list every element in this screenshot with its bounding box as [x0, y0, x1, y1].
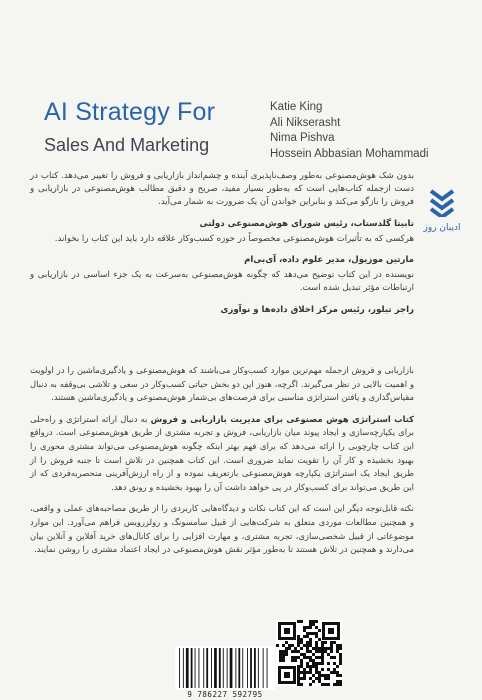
publisher-name: ادیبان روز	[423, 223, 461, 233]
author-list	[270, 100, 429, 162]
review-text: هرکسی که به تأثیرات هوش‌مصنوعی مخصوصاً در حوزه کسب‌وکار علاقه دارد باید این کتاب را بخواند.	[54, 233, 414, 244]
author-name: Hossein Abbasian Mohammadi	[270, 147, 429, 160]
author-name: Nima Pishva	[270, 132, 335, 144]
book-subtitle: Sales And Marketing	[44, 135, 210, 155]
isbn-barcode	[175, 646, 275, 690]
blurb-intro: بدون شک هوش‌مصنوعی به‌طور وصف‌ناپذیری آینده و چشم‌انداز بازاریابی و فروش را تغییر می‌دهد. کتاب در دست ازجمله کتاب‌هایی است که به‌طور بسیار مفید، صریح و دقیق مطالب هوش‌مصنوعی در بازاریابی و فروش را بازگو می‌کند و بنابراین خواندن آن یک ضرورت به شمار می‌آید.	[30, 171, 414, 208]
qr-code	[276, 620, 342, 686]
title-ai: AI	[44, 98, 69, 126]
description-text: به دنبال ارائه استراتژی و راه‌حلی برای یکپارچه‌سازی و ایجاد پیوند میان بازاریابی، فروش و تجربه مشتری از طریق هوش‌مصنوعی است. درواقع این کتاب چارچوبی را ارائه می‌دهد که برای فهم بهتر اینکه چگونه هوش‌مصنوعی می‌تواند مشتری محوری را بهبود بخشیده و کار آن را تقویت نماید ضروری است. این کتاب همچنین در تلاش است تا جنبه فروش را از طریق ایجاد یک استراتژی یکپارچه هوش‌مصنوعی بازتعریف نموده و از راه ارزش‌آفرینی منحصربه‌فردی که از این طریق می‌تواند برای کسب‌وکار در پی خواهد داشت آن را بهبود بخشیده و رونق دهد.	[30, 413, 414, 492]
review-text: نویسنده در این کتاب توضیح می‌دهد که چگونه هوش‌مصنوعی به‌سرعت به یک جزء اساسی در بازاریابی و ارتباطات مؤثر تبدیل شده است.	[30, 270, 414, 294]
publisher-chevron-icon	[427, 187, 457, 217]
isbn-number: 9 786227 592795	[187, 690, 263, 699]
book-title	[44, 98, 264, 126]
description-paragraph: نکته قابل‌توجه دیگر این است که این کتاب نکات و دیدگاه‌هایی کاربردی را از طریق مصاحبه‌های عملی و واقعی، و همچنین مطالعات موردی متعلق به شرکت‌هایی از قبیل سامسونگ و رولزرویس فراهم می‌آورد. این موارد موضوعاتی از قبیل شخصی‌سازی، تجربه مشتری، و مهارت افزایی را برای کانال‌های خرید آفلاین و آنلاین بیان می‌دارند و همچنین در تلاش هستند تا به‌طور مؤثر نقش هوش‌مصنوعی در ایجاد اعتماد مشتری را روشن نمایند.	[30, 503, 414, 555]
description-paragraph	[30, 413, 414, 495]
book-name-bold: کتاب استراتژی هوش مصنوعی برای مدیریت بازاریابی و فروش	[150, 413, 414, 424]
blurb-description	[30, 364, 414, 565]
title-block	[44, 98, 264, 156]
reviewer-name: راجر تیلور، رئیس مرکز اخلاق داده‌ها و نوآوری	[220, 304, 414, 315]
publisher-logo	[420, 187, 464, 233]
author-name: Ali Nikserasht	[270, 116, 341, 129]
title-strategy-for: Strategy For	[75, 98, 216, 126]
author-name: Katie King	[270, 101, 323, 113]
reviewer-name: تابیتا گلدستاب، رئیس شورای هوش‌مصنوعی دولتی	[199, 218, 414, 229]
reviewer-name: مارتین موزیول، مدیر علوم داده، آی‌بی‌ام	[244, 255, 414, 266]
description-paragraph: بازاریابی و فروش ازجمله مهم‌ترین موارد کسب‌وکار می‌باشند که هوش‌مصنوعی و یادگیری‌ماشین را در اولویت و اهمیت بالایی در نظر می‌گیرند. اگرچه، هنوز این دو بخش حیاتی کسب‌وکار در سعی و تلاشی بی‌وقفه به دنبال مقیاس‌گذاری و یافتن استراتژی مناسبی برای فرصت‌های بی‌شمار هوش‌مصنوعی و یادگیری‌ماشین هستند.	[30, 365, 414, 403]
blurb-reviews	[30, 170, 414, 325]
